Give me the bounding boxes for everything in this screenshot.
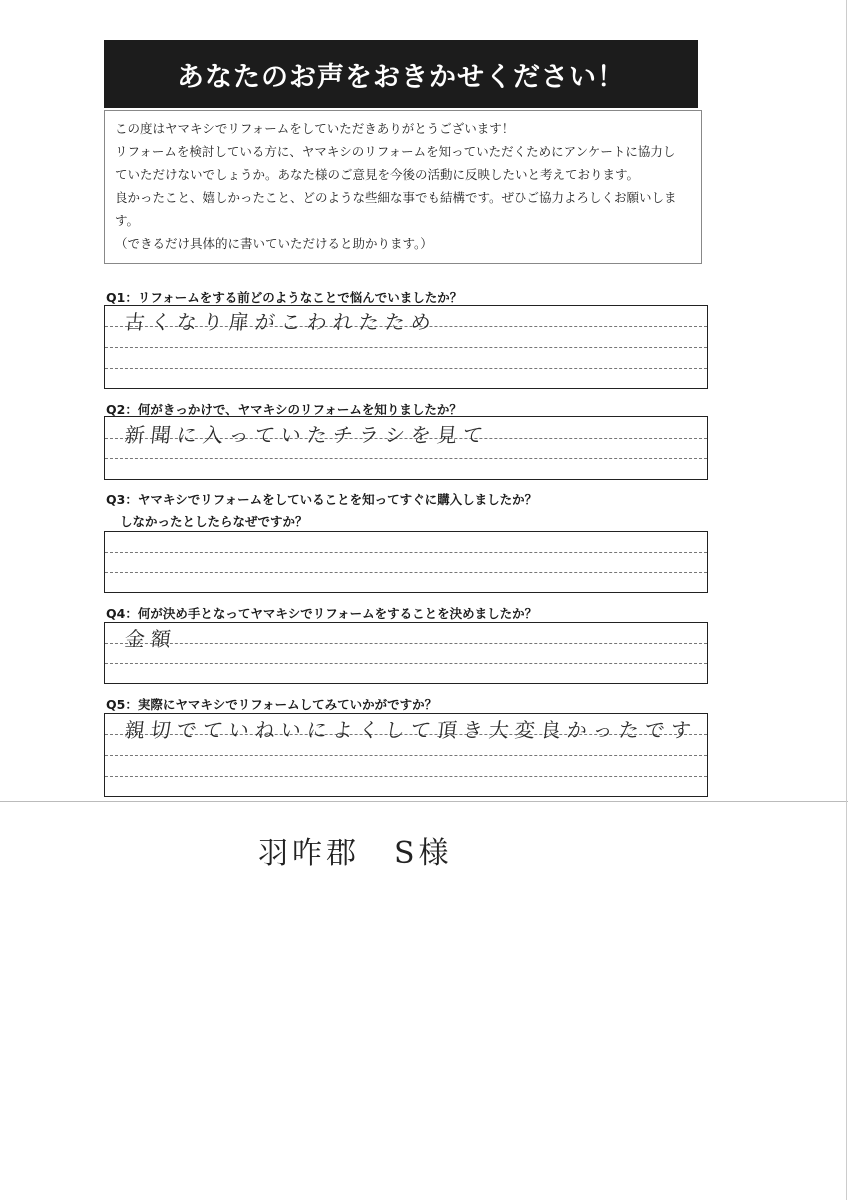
survey-title-banner [104,40,698,108]
intro-line: す。 [115,213,140,228]
paper-fold-line [0,801,848,802]
ruled-line [105,755,707,756]
handwritten-answer-4: 金額 [123,627,179,651]
intro-line: ていただけないでしょうか。あなた様のご意見を今後の活動に反映したいと考えております。 [115,167,640,182]
ruled-line [105,368,707,369]
answer-box-1[interactable] [104,305,708,389]
handwritten-answer-5: 親切でていねいによくして頂き大変良かったです [123,718,699,742]
question-4-label: Q4：何が決め手となってヤマキシでリフォームをすることを決めましたか？ [106,606,538,621]
answer-box-5[interactable] [104,713,708,797]
intro-line: リフォームを検討している方に、ヤマキシのリフォームを知っていただくためにアンケートに協力し [115,144,676,159]
ruled-line [105,663,707,664]
handwritten-answer-2: 新聞に入っていたチラシを見て [123,423,491,447]
ruled-line [105,552,707,553]
intro-line: この度はヤマキシでリフォームをしていただきありがとうございます！ [115,121,515,136]
answer-box-4[interactable] [104,622,708,684]
paper-edge-line [846,0,847,1200]
intro-box [104,110,702,264]
ruled-line [105,572,707,573]
answer-box-2[interactable] [104,416,708,480]
handwritten-signature: 羽咋郡 S様 [258,836,453,871]
question-3-sublabel: しなかったとしたらなぜですか？ [120,514,308,529]
question-5-label: Q5：実際にヤマキシでリフォームしてみていかがですか？ [106,697,438,712]
question-1-label: Q1：リフォームをする前どのようなことで悩んでいましたか？ [106,290,463,305]
intro-line: 良かったこと、嬉しかったこと、どのような些細な事でも結構です。ぜひご協力よろしくお願いしま [115,190,677,205]
ruled-line [105,643,707,644]
question-3-label: Q3：ヤマキシでリフォームをしていることを知ってすぐに購入しましたか？ しなかったとしたらなぜですか？ [106,492,538,529]
handwritten-answer-1: 古くなり扉がこわれたため [123,310,439,334]
survey-title: あなたのお声をおきかせください！ [177,61,625,93]
ruled-line [105,458,707,459]
ruled-line [105,347,707,348]
intro-line: （できるだけ具体的に書いていただけると助かります。） [115,236,433,251]
question-2-label: Q2：何がきっかけで、ヤマキシのリフォームを知りましたか？ [106,402,462,417]
ruled-line [105,776,707,777]
answer-box-3[interactable] [104,531,708,593]
